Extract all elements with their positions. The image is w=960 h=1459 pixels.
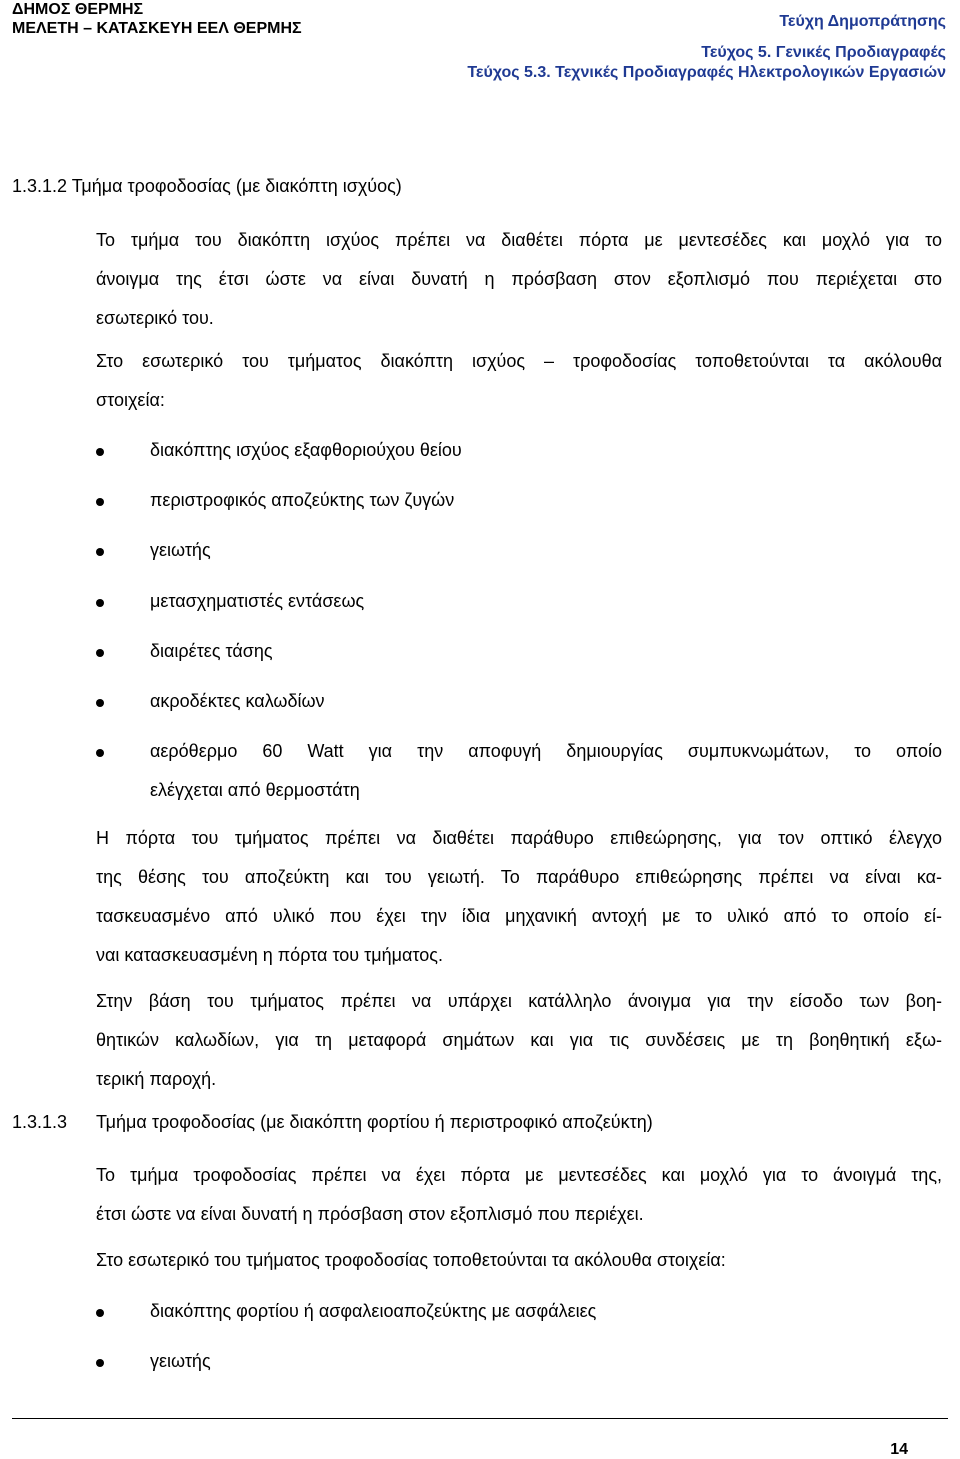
paragraph-contents-intro bbox=[96, 342, 942, 420]
list-item: γειωτής bbox=[150, 540, 211, 560]
paragraph-line: Το τμήμα του διακόπτη ισχύος πρέπει να διαθέτει πόρτα με μεντεσέδες και μοχλό για το bbox=[96, 230, 942, 250]
list-item: περιστροφικός αποζεύκτης των ζυγών bbox=[150, 490, 455, 510]
list-item bbox=[150, 732, 942, 810]
bullet-icon bbox=[96, 599, 104, 607]
bullet-icon bbox=[96, 548, 104, 556]
header-subvolume: Τεύχος 5.3. Τεχνικές Προδιαγραφές Ηλεκτρολογικών Εργασιών bbox=[467, 64, 946, 81]
paragraph-door-access-2 bbox=[96, 1156, 942, 1234]
paragraph-line: εσωτερικό του. bbox=[96, 308, 214, 328]
paragraph-line: Στην βάση του τμήματος πρέπει να υπάρχει κατάλληλο άνοιγμα για την είσοδο των βοη- bbox=[96, 991, 942, 1011]
paragraph-door-access bbox=[96, 221, 942, 338]
list-item: διακόπτης ισχύος εξαφθοριούχου θείου bbox=[150, 440, 462, 460]
header-volume-set: Τεύχη Δημοπράτησης bbox=[779, 13, 946, 30]
bullet-icon bbox=[96, 1359, 104, 1367]
list-item-line: ελέγχεται από θερμοστάτη bbox=[150, 780, 360, 800]
paragraph-line: Η πόρτα του τμήματος πρέπει να διαθέτει παράθυρο επιθεώρησης, για τον οπτικό έλεγχο bbox=[96, 828, 942, 848]
list-item: μετασχηματιστές εντάσεως bbox=[150, 591, 365, 611]
list-item: διακόπτης φορτίου ή ασφαλειοαποζεύκτης με ασφάλειες bbox=[150, 1301, 597, 1321]
bullet-icon bbox=[96, 699, 104, 707]
section-heading-1-3-1-2: 1.3.1.2 Τμήμα τροφοδοσίας (με διακόπτη ισχύος) bbox=[12, 176, 402, 196]
paragraph-line: τασκευασμένο από υλικό που έχει την ίδια μηχανική αντοχή με το υλικό από το οποίο εί- bbox=[96, 906, 942, 926]
header-municipality: ΔΗΜΟΣ ΘΕΡΜΗΣ bbox=[12, 1, 144, 18]
bullet-icon bbox=[96, 749, 104, 757]
paragraph-inspection-window bbox=[96, 819, 942, 975]
section-number-1-3-1-3: 1.3.1.3 bbox=[12, 1112, 68, 1132]
paragraph-line: Στο εσωτερικό του τμήματος διακόπτη ισχύος – τροφοδοσίας τοποθετούνται τα ακόλουθα bbox=[96, 351, 942, 371]
bullet-icon bbox=[96, 448, 104, 456]
section-heading-1-3-1-3: Τμήμα τροφοδοσίας (με διακόπτη φορτίου ή περιστροφικό αποζεύκτη) bbox=[96, 1112, 653, 1132]
header-project-title: ΜΕΛΕΤΗ – ΚΑΤΑΣΚΕΥΗ ΕΕΛ ΘΕΡΜΗΣ bbox=[12, 20, 302, 37]
paragraph-line: της θέσης του αποζεύκτη και του γειωτή. Το παράθυρο επιθεώρησης πρέπει να είναι κα- bbox=[96, 867, 942, 887]
paragraph-line: θητικών καλωδίων, για τη μεταφορά σημάτων και για τις συνδέσεις με τη βοηθητική εξω- bbox=[96, 1030, 942, 1050]
paragraph-line: Το τμήμα τροφοδοσίας πρέπει να έχει πόρτα με μεντεσέδες και μοχλό για το άνοιγμά της, bbox=[96, 1165, 942, 1185]
header-volume: Τεύχος 5. Γενικές Προδιαγραφές bbox=[701, 44, 946, 61]
bullet-icon bbox=[96, 1309, 104, 1317]
paragraph-line: τερική παροχή. bbox=[96, 1069, 217, 1089]
list-item: διαιρέτες τάσης bbox=[150, 641, 273, 661]
paragraph-line: ναι κατασκευασμένη η πόρτα του τμήματος. bbox=[96, 945, 443, 965]
bullet-icon bbox=[96, 649, 104, 657]
paragraph-line: άνοιγμα της έτσι ώστε να είναι δυνατή η πρόσβαση στον εξοπλισμό που περιέχεται στο bbox=[96, 269, 942, 289]
paragraph-line: στοιχεία: bbox=[96, 390, 165, 410]
list-item-line: αερόθερμο 60 Watt για την αποφυγή δημιουργίας συμπυκνωμάτων, το οποίο bbox=[150, 741, 942, 761]
list-item: γειωτής bbox=[150, 1351, 211, 1371]
paragraph-contents-intro-2: Στο εσωτερικό του τμήματος τροφοδοσίας τοποθετούνται τα ακόλουθα στοιχεία: bbox=[96, 1250, 726, 1270]
list-item: ακροδέκτες καλωδίων bbox=[150, 691, 325, 711]
paragraph-base-opening bbox=[96, 982, 942, 1099]
footer-divider bbox=[12, 1418, 948, 1419]
paragraph-line: έτσι ώστε να είναι δυνατή η πρόσβαση στον εξοπλισμό που περιέχει. bbox=[96, 1204, 644, 1224]
page-number: 14 bbox=[890, 1441, 908, 1458]
bullet-icon bbox=[96, 498, 104, 506]
